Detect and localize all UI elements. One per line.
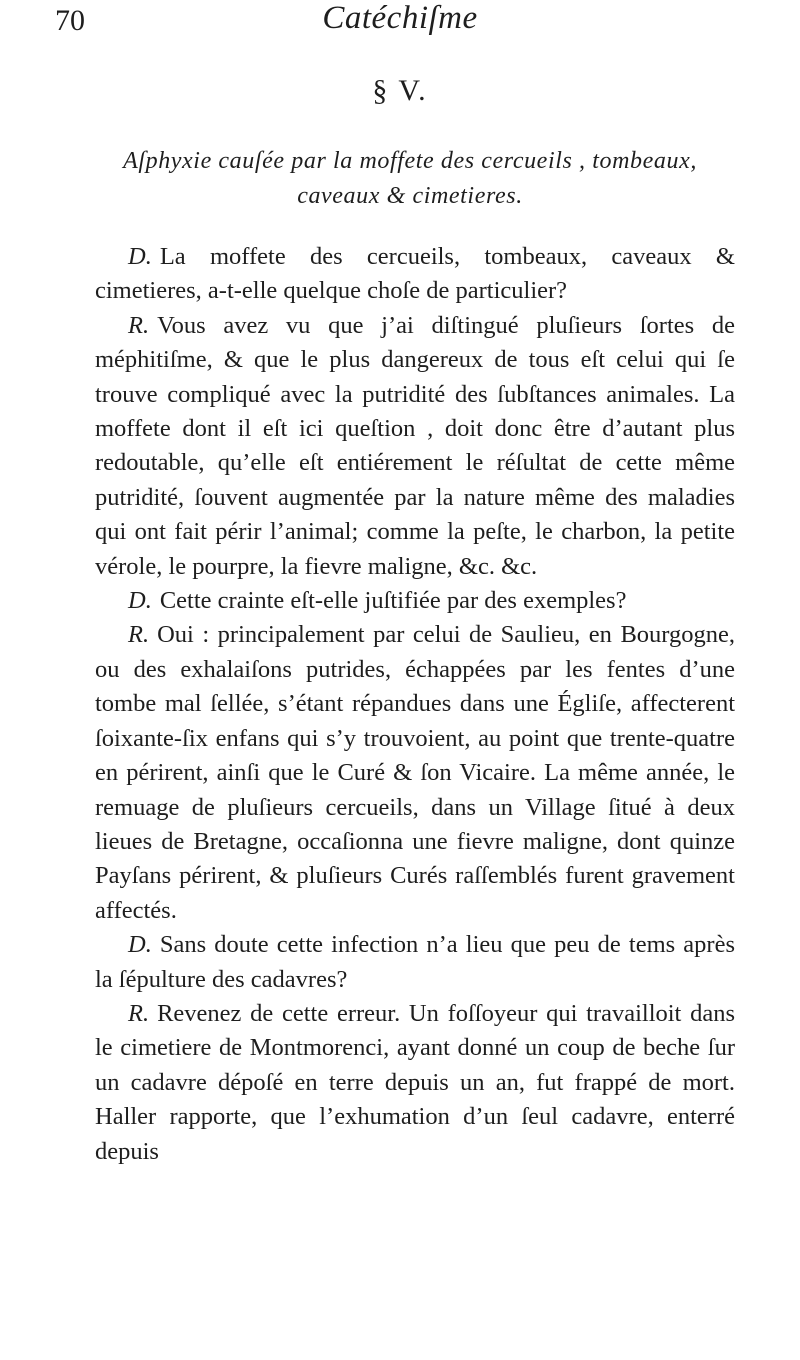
running-title: Catéchiſme [322, 0, 478, 36]
page-number: 70 [55, 4, 85, 37]
paragraph [95, 584, 735, 618]
speaker-label: R. [128, 999, 150, 1027]
page-header [55, 0, 745, 50]
section-label: § V. [372, 74, 428, 107]
paragraph-text: Oui : principalement par celui de Saulieu, en Bourgogne, ou des exhalaiſons putrides, échappées par les fentes d’une tombe mal ſellée, s’étant répandues dans une Égliſe, affecterent ſoixante-ſix enfans qui s’y trouvoient, au point que trente-quatre en périrent, ainſi que le Curé & ſon Vicaire. La même année, le remuage de pluſieurs cercueils, dans un Village ſitué à deux lieues de Bretagne, occaſionna une fievre maligne, dont quinze Payſans périrent, & pluſieurs Curés raſſemblés furent gravement affectés. [95, 621, 735, 924]
paragraph-text: Sans doute cette infection n’a lieu que peu de tems après la ſépulture des cadavres? [95, 931, 735, 993]
speaker-label: D. [128, 931, 152, 959]
paragraph-text: Cette crainte eſt-elle juſtifiée par des exemples? [159, 587, 627, 615]
section-title: Aſphyxie cauſée par la moffete des cercueils , tombeaux, caveaux & cimetieres. [123, 148, 697, 209]
speaker-label: R. [128, 311, 150, 339]
body-text [95, 240, 735, 1169]
paragraph-text: Revenez de cette erreur. Un foſſoyeur qui travailloit dans le cimetiere de Montmorenci, ayant donné un coup de beche ſur un cadavre dépoſé en terre depuis un an, fut frappé de mort. Haller rapporte, que l’exhumation d’un ſeul cadavre, enterré depuis [95, 999, 735, 1165]
paragraph [95, 240, 735, 309]
paragraph [95, 997, 735, 1169]
speaker-label: D. [128, 587, 152, 615]
paragraph-text: La moffete des cercueils, tombeaux, caveaux & cimetieres, a-t-elle quelque choſe de particulier? [95, 243, 735, 305]
paragraph [95, 309, 735, 584]
speaker-label: D. [128, 243, 152, 270]
paragraph [95, 618, 735, 928]
paragraph [95, 928, 735, 997]
paragraph-text: Vous avez vu que j’ai diſtingué pluſieurs ſortes de méphitiſme, & que le plus dangereux de tous eſt celui qui ſe trouve compliqué avec la putridité des ſubſtances animales. La moffete dont il eſt ici queſtion , doit donc être d’autant plus redoutable, qu’elle eſt entiérement le réſultat de cette même putridité, ſouvent augmentée par la nature même des maladies qui ont fait périr l’animal; comme la peſte, le charbon, la petite vérole, le pourpre, la fievre maligne, &c. &c. [95, 311, 735, 580]
speaker-label: R. [128, 621, 150, 649]
